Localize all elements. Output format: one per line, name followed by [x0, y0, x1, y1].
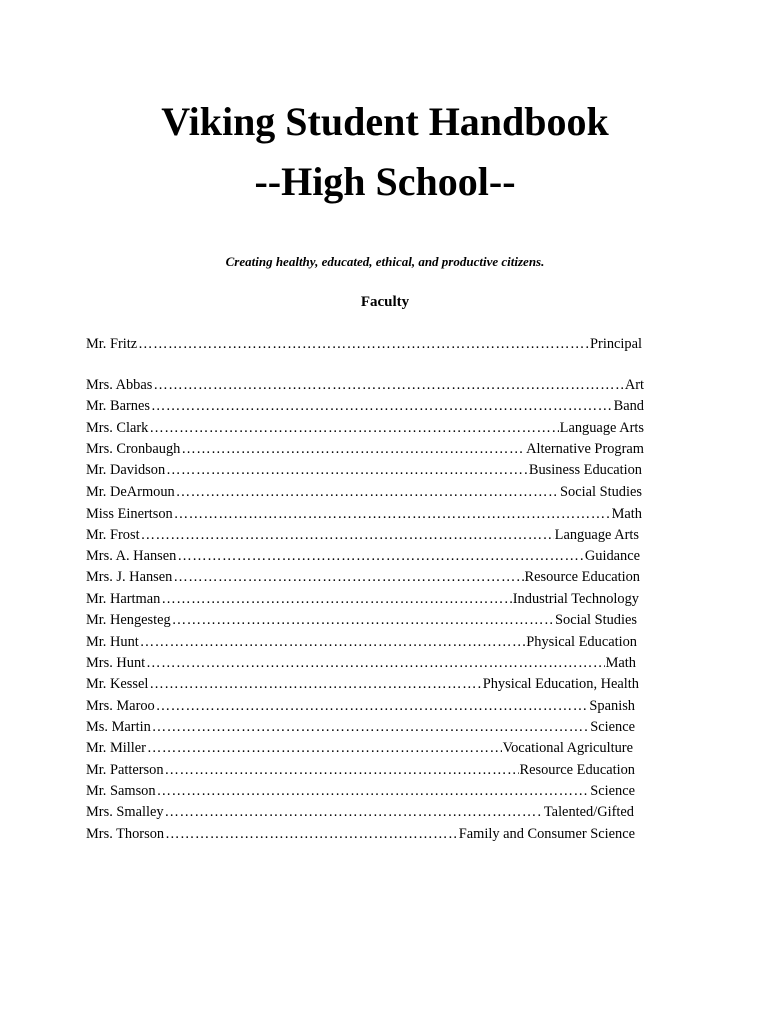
dot-leader: [181, 439, 525, 460]
faculty-row: [86, 717, 635, 738]
faculty-row: [86, 396, 644, 417]
faculty-name: Mr. Kessel: [86, 676, 149, 692]
faculty-role: Resource Education: [519, 762, 635, 778]
faculty-role: Language Arts: [559, 420, 644, 436]
faculty-row: [86, 802, 634, 823]
dot-leader: [166, 460, 528, 481]
dot-leader: [138, 334, 589, 355]
faculty-role: Social Studies: [560, 484, 642, 500]
faculty-heading: Faculty: [360, 294, 410, 310]
faculty-row: [86, 482, 642, 503]
faculty-row: [86, 738, 633, 759]
faculty-role: Industrial Technology: [512, 591, 639, 607]
dot-leader: [147, 738, 502, 759]
faculty-role: Guidance: [584, 548, 640, 564]
dot-leader: [173, 567, 523, 588]
faculty-role: Language Arts: [554, 527, 639, 543]
faculty-name: Mr. Patterson: [86, 762, 164, 778]
faculty-name: Mr. Miller: [86, 740, 146, 756]
faculty-name: Mrs. Smalley: [86, 804, 164, 820]
faculty-role: Physical Education, Health: [482, 676, 639, 692]
faculty-row: [86, 504, 642, 525]
faculty-name: Mrs. A. Hansen: [86, 548, 177, 564]
faculty-role: Talented/Gifted: [543, 804, 634, 820]
faculty-name: Mrs. J. Hansen: [86, 569, 173, 585]
faculty-row: [86, 589, 639, 610]
faculty-role: Physical Education: [526, 634, 637, 650]
faculty-role: Science: [590, 719, 635, 735]
faculty-name: Mr. Frost: [86, 527, 140, 543]
dot-leader: [149, 674, 481, 695]
faculty-name: Mr. Hunt: [86, 634, 139, 650]
document-title: Viking Student Handbook: [161, 99, 609, 144]
faculty-row: [86, 632, 637, 653]
faculty-row: [86, 696, 635, 717]
faculty-role: Business Education: [528, 462, 642, 478]
faculty-row: [86, 418, 644, 439]
faculty-name: Mr. Hengesteg: [86, 612, 171, 628]
faculty-name: Ms. Martin: [86, 719, 151, 735]
dot-leader: [177, 546, 584, 567]
faculty-role: Family and Consumer Science: [458, 826, 635, 842]
faculty-name: Mr. Barnes: [86, 398, 150, 414]
principal-row: [86, 334, 642, 355]
faculty-row: [86, 824, 635, 845]
faculty-name: Mr. Hartman: [86, 591, 161, 607]
dot-leader: [165, 824, 458, 845]
faculty-name: Mrs. Clark: [86, 420, 149, 436]
faculty-name: Mrs. Hunt: [86, 655, 146, 671]
dot-leader: [153, 375, 623, 396]
faculty-role: Math: [611, 506, 642, 522]
dot-leader: [176, 482, 559, 503]
dot-leader: [172, 610, 554, 631]
faculty-name: Miss Einertson: [86, 506, 173, 522]
dot-leader: [161, 589, 511, 610]
faculty-row: [86, 375, 644, 396]
faculty-row: [86, 439, 644, 460]
dot-leader: [152, 717, 589, 738]
dot-leader: [146, 653, 604, 674]
faculty-role: Principal: [590, 336, 642, 352]
dot-leader: [165, 760, 519, 781]
dot-leader: [149, 418, 558, 439]
faculty-role: Spanish: [589, 698, 635, 714]
faculty-name: Mrs. Thorson: [86, 826, 165, 842]
faculty-name: Mrs. Cronbaugh: [86, 441, 181, 457]
faculty-name: Mrs. Abbas: [86, 377, 153, 393]
faculty-row: [86, 610, 637, 631]
dot-leader: [140, 632, 526, 653]
faculty-role: Art: [624, 377, 644, 393]
dot-leader: [141, 525, 554, 546]
faculty-row: [86, 546, 640, 567]
faculty-role: Math: [605, 655, 636, 671]
faculty-row: [86, 653, 636, 674]
faculty-row: [86, 674, 639, 695]
faculty-row: [86, 460, 642, 481]
dot-leader: [157, 781, 590, 802]
faculty-role: Alternative Program: [526, 441, 644, 457]
dot-leader: [151, 396, 613, 417]
faculty-name: Mr. Fritz: [86, 336, 138, 352]
faculty-role: Science: [590, 783, 635, 799]
faculty-role: Band: [613, 398, 644, 414]
dot-leader: [174, 504, 611, 525]
faculty-role: Resource Education: [524, 569, 640, 585]
faculty-name: Mrs. Maroo: [86, 698, 155, 714]
faculty-row: [86, 525, 639, 546]
faculty-role: Vocational Agriculture: [502, 740, 633, 756]
faculty-name: Mr. Samson: [86, 783, 156, 799]
faculty-row: [86, 567, 640, 588]
dot-leader: [156, 696, 589, 717]
faculty-row: [86, 760, 635, 781]
dot-leader: [165, 802, 543, 823]
faculty-row: [86, 781, 635, 802]
faculty-name: Mr. DeArmoun: [86, 484, 175, 500]
school-motto: Creating healthy, educated, ethical, and productive citizens.: [225, 254, 545, 269]
faculty-name: Mr. Davidson: [86, 462, 166, 478]
faculty-role: Social Studies: [555, 612, 637, 628]
document-subtitle: --High School--: [254, 159, 516, 204]
